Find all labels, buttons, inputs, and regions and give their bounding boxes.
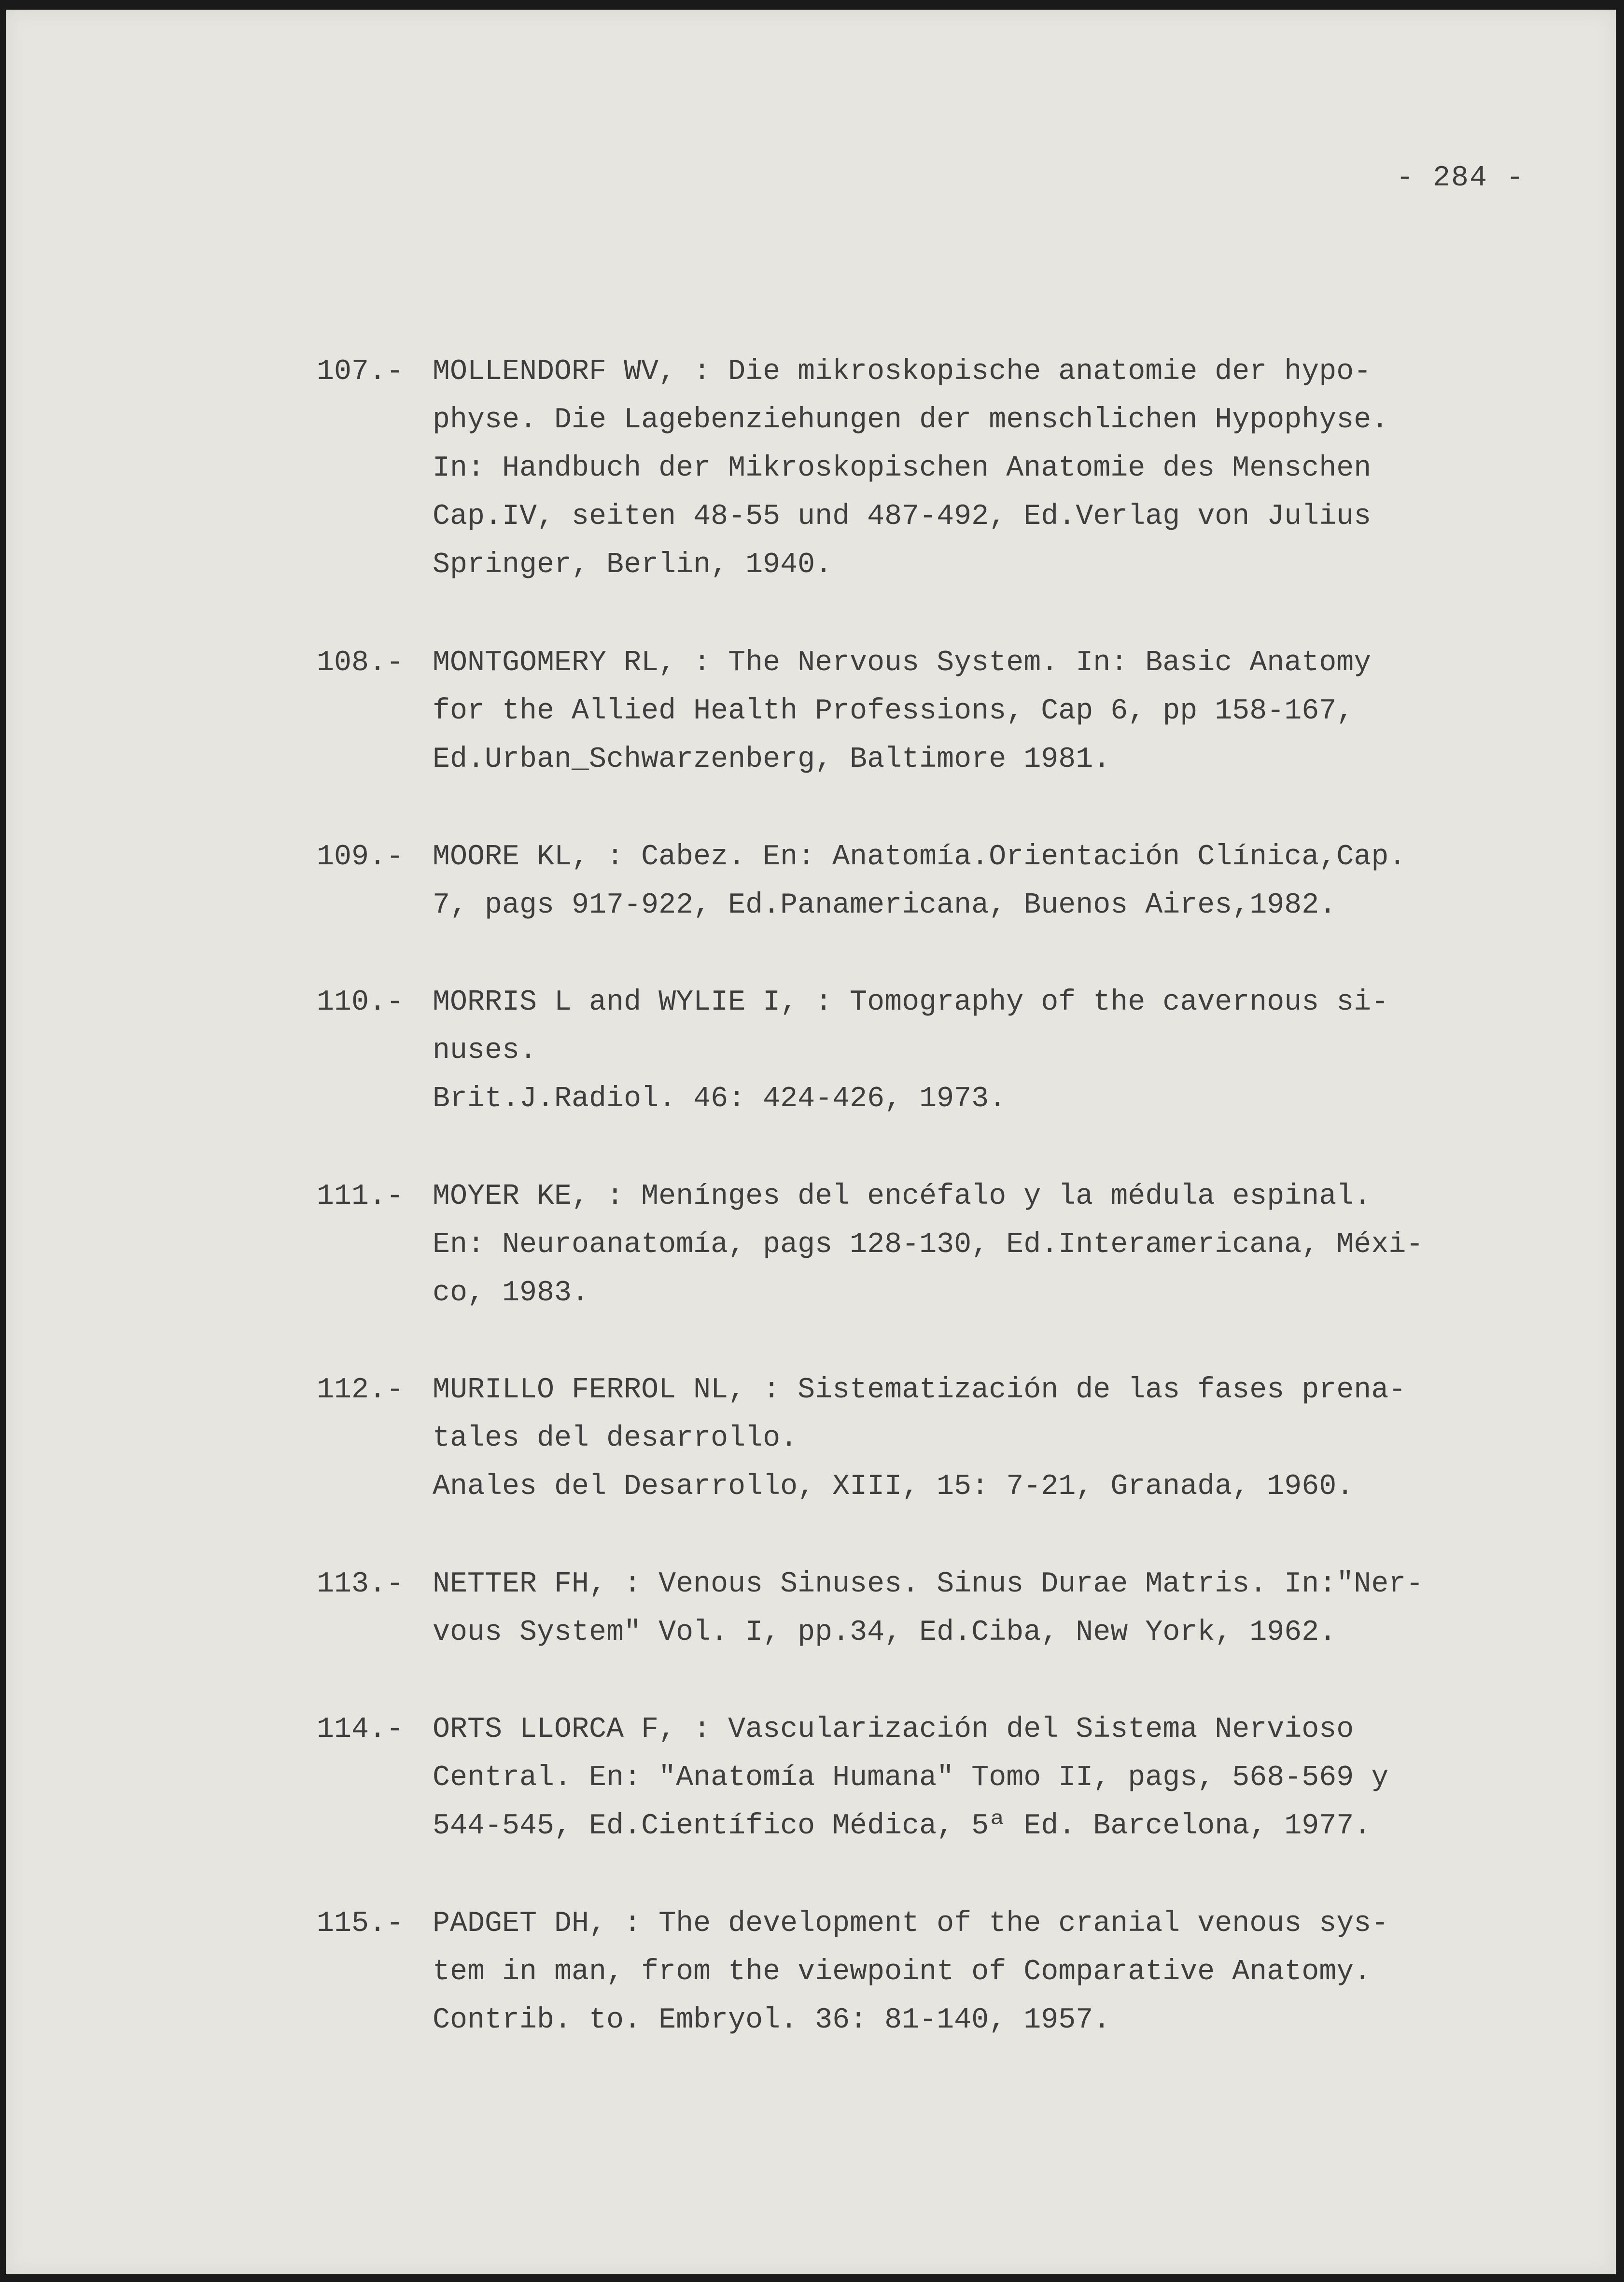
reference-line: physe. Die Lagebenziehungen der menschlichen Hypophyse. — [433, 404, 1389, 437]
reference-line: tem in man, from the viewpoint of Comparative Anatomy. — [433, 1956, 1372, 1988]
reference-line: En: Neuroanatomía, pags 128-130, Ed.Interamericana, Méxi- — [433, 1228, 1424, 1261]
reference-number: 107.- — [317, 355, 404, 388]
reference-line: for the Allied Health Professions, Cap 6, pp 158-167, — [433, 695, 1354, 728]
reference-line: co, 1983. — [433, 1277, 589, 1310]
reference-line: tales del desarrollo. — [433, 1422, 798, 1455]
reference-number: 110.- — [317, 986, 404, 1019]
reference-list — [6, 10, 1616, 2274]
reference-line: MURILLO FERROL NL, : Sistematización de las fases prena- — [433, 1374, 1406, 1407]
reference-number: 114.- — [317, 1713, 404, 1746]
reference-number: 113.- — [317, 1568, 404, 1601]
reference-line: PADGET DH, : The development of the cranial venous sys- — [433, 1907, 1389, 1940]
page-number: - 284 - — [1396, 162, 1525, 195]
reference-line: vous System" Vol. I, pp.34, Ed.Ciba, New York, 1962. — [433, 1616, 1337, 1649]
reference-line: NETTER FH, : Venous Sinuses. Sinus Durae Matris. In:"Ner- — [433, 1568, 1424, 1601]
reference-text — [433, 639, 1371, 784]
reference-number: 115.- — [317, 1907, 404, 1940]
reference-text — [433, 1366, 1406, 1511]
reference-text — [433, 1900, 1388, 2044]
reference-line: MORRIS L and WYLIE I, : Tomography of the cavernous si- — [433, 986, 1389, 1019]
reference-text — [433, 1705, 1388, 1850]
reference-number: 109.- — [317, 841, 404, 873]
reference-line: MOYER KE, : Menínges del encéfalo y la médula espinal. — [433, 1180, 1372, 1213]
reference-line: Central. En: "Anatomía Humana" Tomo II, pags, 568-569 y — [433, 1761, 1389, 1794]
reference-line: 544-545, Ed.Científico Médica, 5ª Ed. Barcelona, 1977. — [433, 1810, 1372, 1843]
reference-line: Cap.IV, seiten 48-55 und 487-492, Ed.Verlag von Julius — [433, 500, 1372, 533]
reference-text — [433, 833, 1406, 930]
reference-number: 111.- — [317, 1180, 404, 1213]
document-page — [6, 10, 1616, 2274]
reference-line: MONTGOMERY RL, : The Nervous System. In: Basic Anatomy — [433, 647, 1372, 679]
reference-line: MOLLENDORF WV, : Die mikroskopische anatomie der hypo- — [433, 355, 1372, 388]
reference-line: Contrib. to. Embryol. 36: 81-140, 1957. — [433, 2004, 1111, 2037]
reference-number: 108.- — [317, 647, 404, 679]
reference-line: Anales del Desarrollo, XIII, 15: 7-21, Granada, 1960. — [433, 1470, 1354, 1503]
reference-line: In: Handbuch der Mikroskopischen Anatomie des Menschen — [433, 452, 1372, 485]
reference-text — [433, 1172, 1423, 1317]
reference-line: MOORE KL, : Cabez. En: Anatomía.Orientación Clínica,Cap. — [433, 841, 1406, 873]
reference-line: Brit.J.Radiol. 46: 424-426, 1973. — [433, 1083, 1007, 1115]
reference-text — [433, 978, 1388, 1123]
reference-text — [433, 348, 1388, 589]
reference-line: Ed.Urban_Schwarzenberg, Baltimore 1981. — [433, 743, 1111, 776]
reference-line: ORTS LLORCA F, : Vascularización del Sistema Nervioso — [433, 1713, 1354, 1746]
reference-text — [433, 1560, 1423, 1657]
reference-line: nuses. — [433, 1034, 537, 1067]
reference-line: Springer, Berlin, 1940. — [433, 549, 833, 581]
reference-number: 112.- — [317, 1374, 404, 1407]
reference-line: 7, pags 917-922, Ed.Panamericana, Buenos Aires,1982. — [433, 889, 1337, 922]
